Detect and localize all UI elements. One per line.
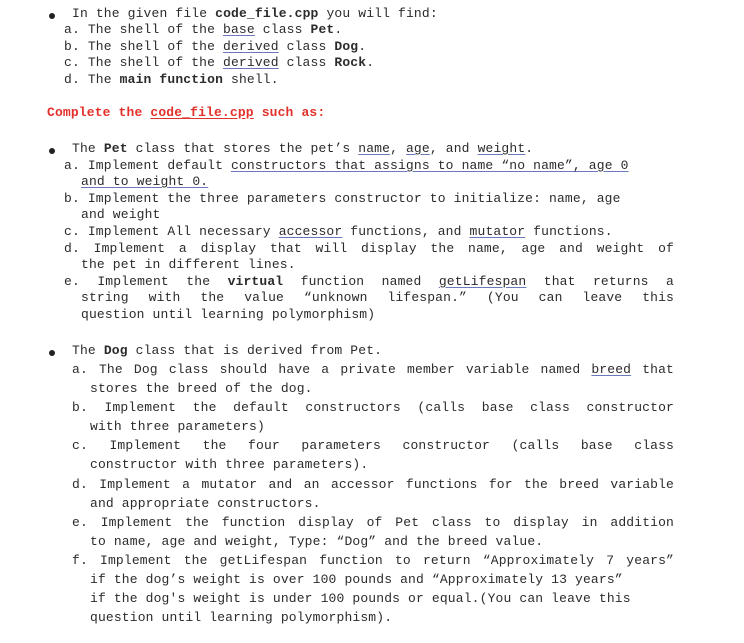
pet-item-e-cont2: question until learning polymorphism)	[81, 307, 376, 322]
pet-item-a-cont: and to weight 0.	[81, 174, 209, 189]
pet-item-b: b. Implement the three parameters constructor to initialize: name, age	[64, 191, 621, 206]
pet-item-d: d. Implement a display that will display the name, age and weight of	[64, 241, 674, 256]
dog-item-d: d. Implement a mutator and an accessor functions for the breed variable	[72, 477, 674, 492]
file-name: code_file.cpp	[215, 6, 319, 21]
pet-item-a: a. Implement default constructors that assigns to name “no name”, age 0	[64, 158, 629, 173]
dog-item-f-cont3: question until learning polymorphism).	[90, 610, 393, 625]
dog-item-b: b. Implement the default constructors (calls base class constructor	[72, 400, 674, 415]
section-heading: Complete the code_file.cpp such as:	[47, 105, 326, 120]
intro-item-d: d. The main function shell.	[64, 72, 279, 87]
pet-item-d-cont: the pet in different lines.	[81, 257, 296, 272]
dog-item-a: a. The Dog class should have a private member variable named breed that	[72, 362, 675, 377]
dog-item-c-cont: constructor with three parameters).	[90, 457, 369, 472]
dog-item-f-cont: if the dog’s weight is over 100 pounds and “Approximately 13 years”	[90, 572, 623, 587]
bullet-icon	[49, 13, 55, 19]
pet-item-c: c. Implement All necessary accessor functions, and mutator functions.	[64, 224, 613, 239]
pet-item-e-cont: string with the value “unknown lifespan.” (You can leave this	[81, 290, 674, 305]
bullet-icon	[49, 350, 55, 356]
dog-item-a-cont: stores the breed of the dog.	[90, 381, 313, 396]
dog-item-c: c. Implement the four parameters constructor (calls base class	[72, 438, 674, 453]
intro-item-b: b. The shell of the derived class Dog.	[64, 39, 367, 54]
dog-lead: The Dog class that is derived from Pet.	[72, 343, 383, 358]
pet-item-e: e. Implement the virtual function named getLifespan that returns a	[64, 274, 674, 289]
intro-item-c: c. The shell of the derived class Rock.	[64, 55, 375, 70]
dog-item-e: e. Implement the function display of Pet class to display in addition	[72, 515, 674, 530]
intro-item-a: a. The shell of the base class Pet.	[64, 22, 343, 37]
intro-lead: In the given file code_file.cpp you will find:	[72, 6, 438, 21]
bullet-icon	[49, 148, 55, 154]
dog-item-f-cont2: if the dog's weight is under 100 pounds or equal.(You can leave this	[90, 591, 631, 606]
dog-item-f: f. Implement the getLifespan function to return “Approximately 7 years”	[72, 553, 674, 568]
pet-lead: The Pet class that stores the pet’s name, age, and weight.	[72, 141, 534, 156]
dog-item-d-cont: and appropriate constructors.	[90, 496, 321, 511]
pet-item-b-cont: and weight	[81, 207, 161, 222]
dog-item-e-cont: to name, age and weight, Type: “Dog” and the breed value.	[90, 534, 544, 549]
dog-item-b-cont: with three parameters)	[90, 419, 265, 434]
